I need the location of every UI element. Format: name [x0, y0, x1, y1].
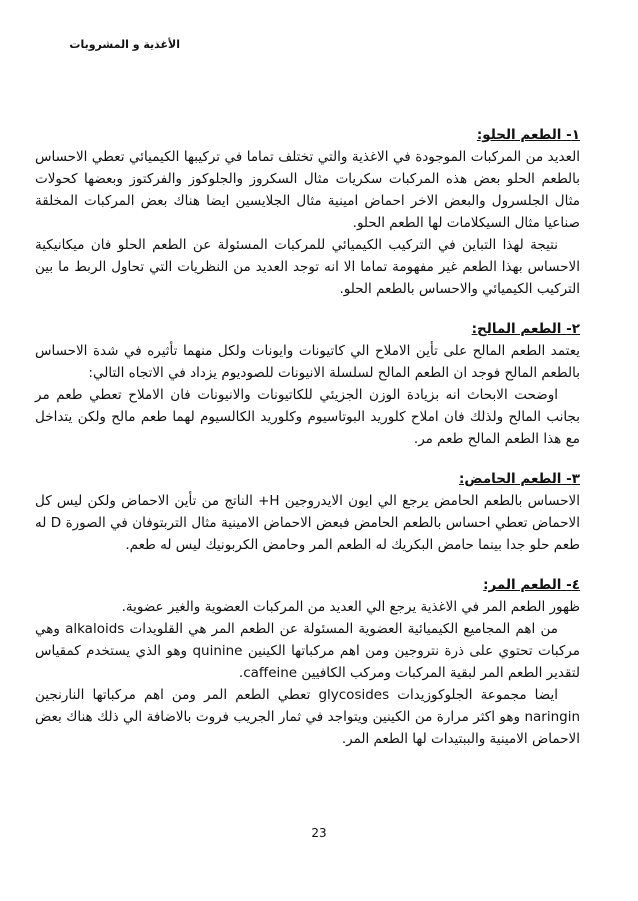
section-number: ١-	[566, 127, 580, 143]
section-salty-taste	[35, 318, 580, 450]
section-sour-taste	[35, 468, 580, 556]
paragraph: نتيجة لهذا التباين في التركيب الكيميائي للمركبات المسئولة عن الطعم الحلو فان ميكانيكية الاحساس بهذا الطعم غير مفهومة تماما الا انه توجد العديد من النظريات التي تحاول الربط ما بين التركيب الكيميائي والاحساس بالطعم الحلو.	[35, 237, 580, 297]
section-bitter-taste	[35, 574, 580, 750]
paragraph: ظهور الطعم المر في الاغذية يرجع الي العديد من المركبات العضوية والغير عضوية.	[121, 599, 580, 615]
section-heading	[35, 318, 580, 340]
section-number: ٣-	[566, 471, 580, 487]
section-heading	[35, 124, 580, 146]
paragraph: العديد من المركبات الموجودة في الاغذية والتي تختلف تماما في تركيبها الكيميائي تعطي الاحساس بالطعم الحلو بعض هذه المركبات سكريات مثال السكروز والجلوكوز والفركتوز وبعضها كحولات مثال الجلسرول والبعض الاخر احماض امينية مثال الجلايسين ايضا هناك بعض المركبات المخلقة صناعيا مثال السيكلامات لها الطعم الحلو.	[35, 149, 580, 231]
paragraph: يعتمد الطعم المالح على تأين الاملاح الي كاتيونات وايونات ولكل منهما تأثيره في شدة الاحساس بالطعم المالح فوجد ان الطعم المالح لسلسلة الانيونات للصوديوم يزداد في الاتجاه التالي:	[35, 343, 580, 381]
running-header: الأغذية و المشروبات	[69, 38, 180, 51]
section-title: الطعم المالح:	[471, 321, 562, 337]
section-title: الطعم المر:	[483, 577, 562, 593]
page-number: 23	[311, 826, 327, 840]
section-title: الطعم الحلو:	[476, 127, 562, 143]
section-number: ٢-	[566, 321, 580, 337]
paragraph: ايضا مجموعة الجلوكوزيدات glycosides تعطي الطعم المر ومن اهم مركباتها النارنجين naringin وهو اكثر مرارة من الكينين ويتواجد في ثمار الجريب فروت بالاضافة الي ذلك هناك بعض الاحماض الامينية والببتيدات لها الطعم المر.	[35, 687, 580, 747]
section-title: الطعم الحامض:	[459, 471, 562, 487]
page-body	[35, 124, 580, 768]
section-heading	[35, 468, 580, 490]
section-sweet-taste	[35, 124, 580, 300]
section-number: ٤-	[566, 577, 580, 593]
paragraph: اوضحت الابحاث انه بزيادة الوزن الجزيئي للكاتيونات والانيونات فان الاملاح تعطي طعم مر بجانب المالح ولذلك فان املاح كلوريد البوتاسيوم وكلوريد الكالسيوم لهما طعم مالح ولكن يتداخل مع هذا الطعم المالح طعم مر.	[35, 387, 580, 447]
section-heading	[35, 574, 580, 596]
paragraph: من اهم المجاميع الكيميائية العضوية المسئولة عن الطعم المر هي القلويدات alkaloids وهي مركبات تحتوي على ذرة نتروجين ومن اهم مركباتها الكينين quinine وهو الذي يستخدم كمقياس لتقدير الطعم المر لبقية المركبات ومركب الكافيين caffeine.	[35, 621, 580, 681]
paragraph: الاحساس بالطعم الحامض يرجع الي ايون الايدروجين H+ الناتج من تأين الاحماض ولكن ليس كل الاحماض تعطي احساس بالطعم الحامض فبعض الاحماض الامينية مثال التربتوفان في الصورة D له طعم حلو جدا بينما حامض البكريك له الطعم المر وحامض الكربونيك ليس له طعم.	[35, 493, 580, 553]
